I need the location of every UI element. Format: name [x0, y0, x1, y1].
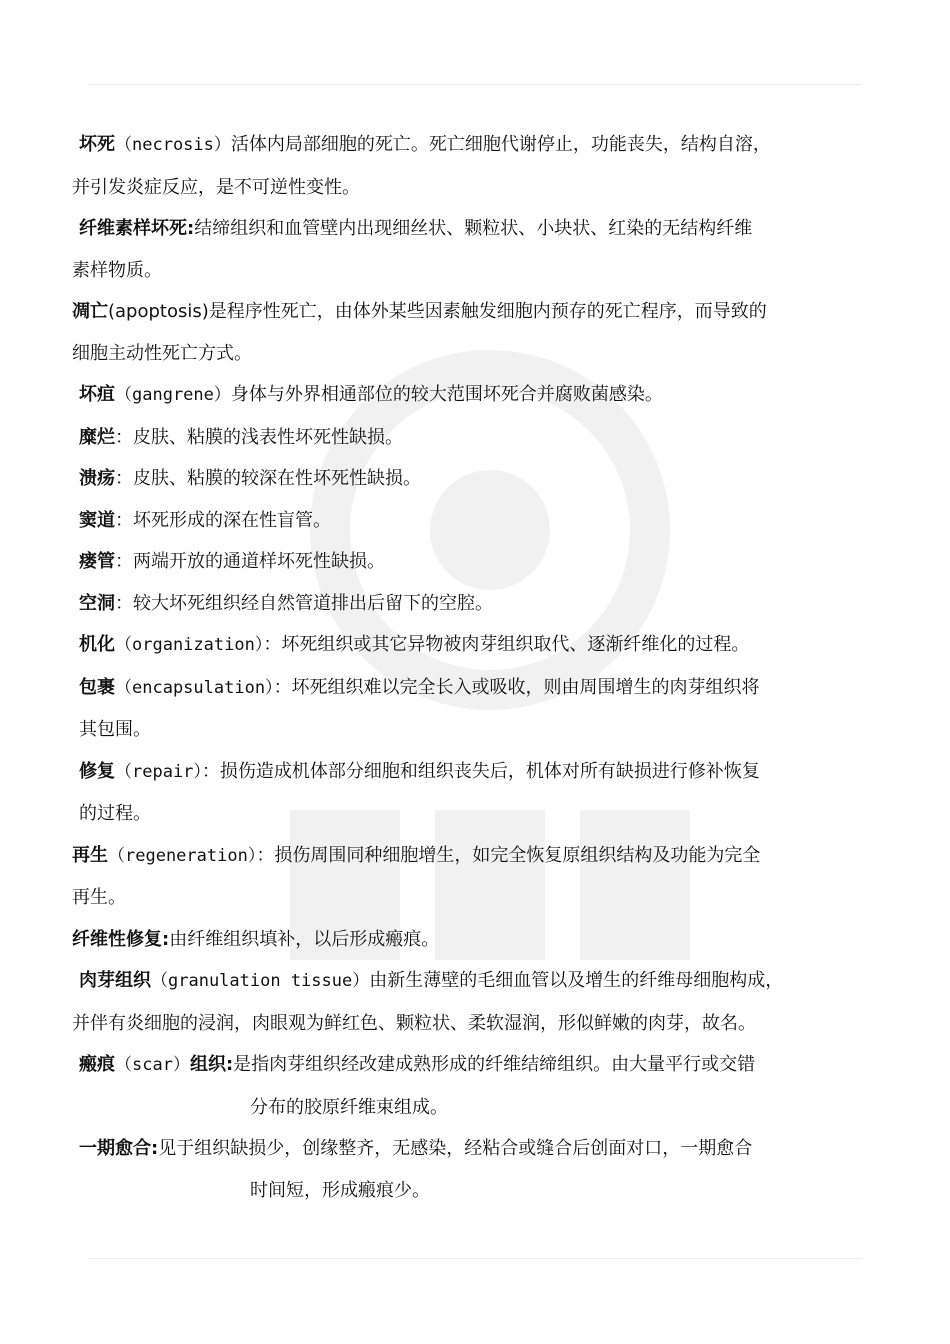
definition: ：损伤周围同种细胞增生，如完全恢复原组织结构及功能为完全: [256, 844, 761, 866]
term: 包裹: [79, 676, 115, 698]
definition-cont: 素样物质。: [72, 259, 162, 281]
term: 坏疽: [79, 384, 115, 405]
entry-erosion: [72, 417, 872, 459]
definition-cont: 并引发炎症反应，是不可逆性变性。: [72, 176, 360, 198]
term: 机化: [79, 634, 115, 655]
definition: ：两端开放的通道样坏死性缺损。: [115, 551, 385, 572]
term: 凋亡: [72, 301, 108, 322]
definition: 结缔组织和血管壁内出现细丝状、颗粒状、小块状、红染的无结构纤维: [194, 218, 753, 239]
term: 空洞: [79, 592, 115, 614]
term-latin: （necrosis）: [115, 135, 231, 155]
entry-regeneration-cont: [72, 877, 872, 919]
term: 瘢痕: [79, 1054, 115, 1075]
term: 纤维性修复:: [72, 928, 170, 950]
entry-regeneration: [72, 835, 872, 878]
entry-primary-healing-cont: [72, 1170, 872, 1212]
entry-sinus: [72, 500, 872, 542]
entry-necrosis-cont: [72, 167, 872, 209]
term: 溃疡: [79, 468, 115, 489]
term: 坏死: [79, 134, 115, 155]
entry-repair: [72, 751, 872, 794]
definition-cont: 其包围。: [79, 719, 151, 740]
term-latin: （repair）: [115, 761, 202, 782]
term-suffix: 组织:: [189, 1054, 234, 1075]
term-latin: （granulation tissue）: [151, 971, 370, 991]
term: 肉芽组织: [79, 970, 151, 991]
definition-cont: 时间短，形成瘢痕少。: [250, 1179, 430, 1201]
definition-cont: 的过程。: [79, 803, 151, 824]
term: 再生: [72, 844, 108, 866]
definition: ：皮肤、粘膜的较深在性坏死性缺损。: [115, 468, 421, 489]
definition-cont: 细胞主动性死亡方式。: [72, 342, 252, 364]
definition: ：损伤造成机体部分细胞和组织丧失后，机体对所有缺损进行修补恢复: [201, 760, 760, 782]
entry-primary-healing: [72, 1128, 872, 1170]
entry-granulation-tissue: [72, 960, 872, 1003]
definition: 是指肉芽组织经改建成熟形成的纤维结缔组织。由大量平行或交错: [233, 1054, 756, 1075]
term-latin: （encapsulation）: [115, 677, 274, 698]
entry-encapsulation-cont: [72, 709, 872, 751]
definition-cont: 并伴有炎细胞的浸润，肉眼观为鲜红色、颗粒状、柔软湿润，形似鲜嫩的肉芽，故名。: [72, 1012, 756, 1034]
term: 修复: [79, 760, 115, 782]
entry-ulcer: [72, 458, 872, 500]
term-latin: （regeneration）: [108, 845, 257, 866]
header-rule: [88, 84, 862, 85]
glossary: [72, 124, 872, 1211]
entry-cavity: [72, 583, 872, 625]
definition: 由新生薄壁的毛细血管以及增生的纤维母细胞构成，: [369, 970, 784, 991]
definition: 活体内局部细胞的死亡。死亡细胞代谢停止，功能丧失，结构自溶，: [230, 134, 771, 155]
term-latin: （scar）: [115, 1055, 190, 1075]
definition: 由纤维组织填补，以后形成瘢痕。: [169, 928, 440, 950]
term-latin: (apoptosis): [108, 301, 209, 322]
entry-organization: [72, 624, 872, 667]
term-latin: （gangrene）: [115, 385, 231, 405]
entry-scar-tissue: [72, 1044, 872, 1087]
entry-fibrinoid-necrosis-cont: [72, 250, 872, 292]
entry-granulation-tissue-cont: [72, 1003, 872, 1045]
entry-necrosis: [72, 124, 872, 167]
term: 一期愈合:: [79, 1138, 159, 1159]
definition: ：皮肤、粘膜的浅表性坏死性缺损。: [115, 426, 403, 448]
entry-apoptosis-cont: [72, 333, 872, 375]
entry-fistula: [72, 541, 872, 583]
definition: ：较大坏死组织经自然管道排出后留下的空腔。: [115, 592, 493, 614]
footer-rule: [88, 1258, 862, 1259]
term: 瘘管: [79, 551, 115, 572]
entry-fibrous-repair: [72, 919, 872, 961]
definition: 是程序性死亡，由体外某些因素触发细胞内预存的死亡程序，而导致的: [208, 301, 767, 322]
definition: ：坏死组织或其它异物被肉芽组织取代、逐渐纤维化的过程。: [263, 634, 750, 655]
definition-cont: 再生。: [72, 887, 126, 908]
definition: 见于组织缺损少，创缘整齐，无感染，经粘合或缝合后创面对口，一期愈合: [158, 1138, 753, 1159]
entry-encapsulation: [72, 667, 872, 710]
definition: 身体与外界相通部位的较大范围坏死合并腐败菌感染。: [230, 384, 663, 405]
entry-gangrene: [72, 374, 872, 417]
entry-scar-tissue-cont: [72, 1087, 872, 1129]
entry-repair-cont: [72, 793, 872, 835]
definition: ：坏死形成的深在性盲管。: [115, 509, 331, 531]
term: 窦道: [79, 509, 115, 531]
entry-apoptosis: [72, 291, 872, 333]
definition: ：坏死组织难以完全长入或吸收，则由周围增生的肉芽组织将: [273, 676, 760, 698]
entry-fibrinoid-necrosis: [72, 208, 872, 250]
term: 糜烂: [79, 426, 115, 448]
definition-cont: 分布的胶原纤维束组成。: [250, 1096, 448, 1118]
term: 纤维素样坏死:: [79, 218, 195, 239]
term-latin: （organization）: [115, 635, 264, 655]
